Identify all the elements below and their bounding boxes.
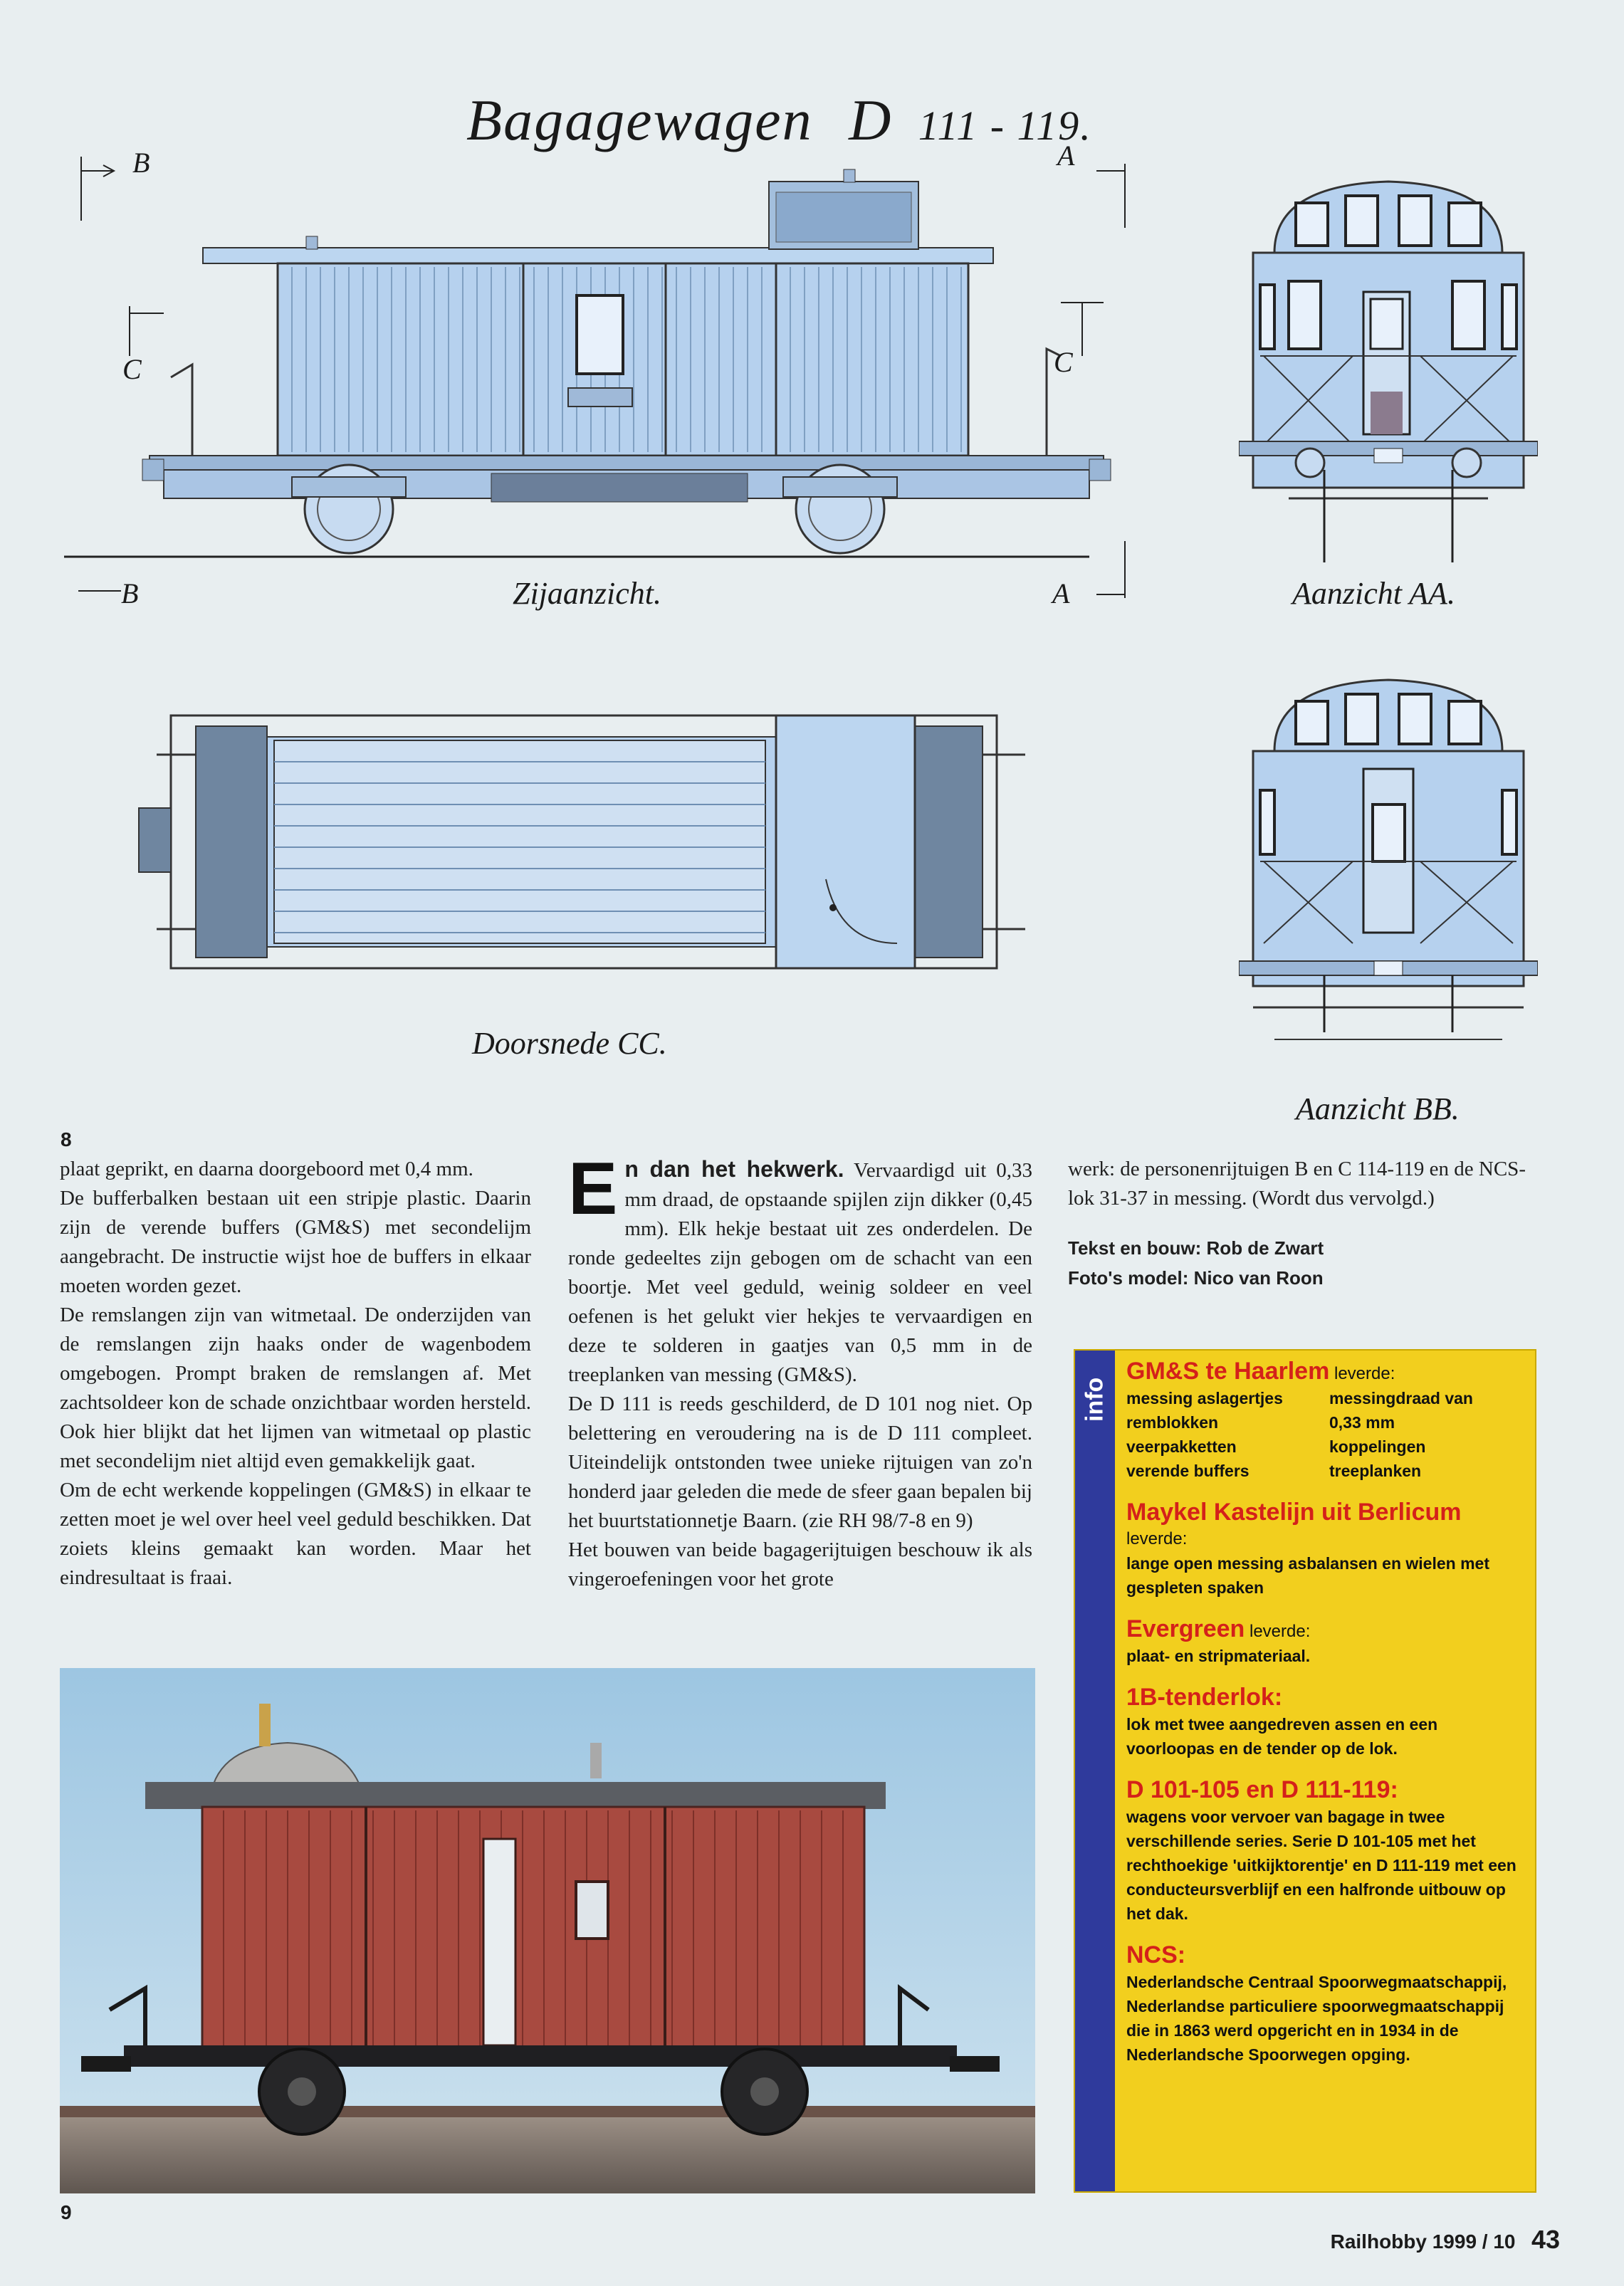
info-section-gms xyxy=(1126,1359,1526,1483)
info-item: 0,33 mm xyxy=(1329,1413,1395,1432)
info-item: messing aslagertjes xyxy=(1126,1389,1283,1407)
end-view-aa-caption: Aanzicht AA. xyxy=(1292,576,1455,611)
info-heading: GM&S te Haarlem xyxy=(1126,1358,1330,1385)
info-text: wagens voor vervoer van bagage in twee verschillende series. Serie D 101-105 met het rechthoekige 'uitkijktorentje' en D 111-119 met een conducteursverblijf en een halfronde uitbouw op het dak. xyxy=(1126,1808,1516,1923)
section-letter-a-top: A xyxy=(1057,140,1075,172)
end-view-aa-drawing xyxy=(1239,164,1538,570)
paragraph: Om de echt werkende koppelingen (GM&S) in elkaar te zetten moet je wel over heel veel geduld beschikken. Dat zoiets kleins gemaakt kan worden. Maar het eindresultaat is fraai. xyxy=(60,1479,531,1589)
info-heading-tail: leverde: xyxy=(1329,1364,1395,1383)
section-cc-drawing xyxy=(128,701,1075,986)
page-number: 43 xyxy=(1531,2225,1560,2254)
info-item: treeplanken xyxy=(1329,1462,1422,1480)
info-section-tenderlok xyxy=(1126,1685,1526,1761)
info-text: Nederlandsche Centraal Spoorwegmaatschappij, Nederlandse particuliere spoorwegmaatschappij die in 1863 werd opgericht en in 1934 in de Nederlandsche Spoorwegen opging. xyxy=(1126,1973,1507,2064)
article-column-2 xyxy=(568,1148,1033,1594)
info-item-list xyxy=(1126,1386,1526,1483)
info-body xyxy=(1126,1359,1526,2084)
info-item: koppelingen xyxy=(1329,1437,1426,1456)
end-view-bb-drawing xyxy=(1239,662,1538,1047)
credit-photo: Foto's model: Nico van Roon xyxy=(1068,1267,1324,1289)
info-heading: Evergreen xyxy=(1126,1615,1245,1642)
info-text: lok met twee aangedreven assen en een voorloopas en de tender op de lok. xyxy=(1126,1715,1438,1758)
section-letter-b-bottom: B xyxy=(121,577,139,609)
credit-text: Tekst en bouw: Rob de Zwart xyxy=(1068,1237,1324,1259)
info-label: info xyxy=(1081,1377,1109,1422)
magazine-issue: Railhobby 1999 / 10 xyxy=(1330,2230,1516,2253)
section-letter-c-right: C xyxy=(1054,346,1073,378)
section-letter-c-left: C xyxy=(122,353,142,385)
drop-cap: E xyxy=(568,1148,618,1230)
figure-number-8: 8 xyxy=(61,1128,72,1150)
page-footer xyxy=(1331,2225,1560,2255)
section-cc-caption: Doorsnede CC. xyxy=(472,1026,667,1061)
info-section-ncs xyxy=(1126,1943,1526,2067)
info-text: plaat- en stripmateriaal. xyxy=(1126,1647,1311,1665)
info-section-d-series xyxy=(1126,1778,1526,1926)
paragraph: werk: de personenrijtuigen B en C 114-119 en de NCS-lok 31-37 in messing. (Wordt dus vervolgd.) xyxy=(1068,1158,1526,1210)
info-item: verende buffers xyxy=(1126,1462,1250,1480)
info-strip xyxy=(1075,1351,1115,2191)
side-view-caption: Zijaanzicht. xyxy=(513,576,662,611)
article-column-1 xyxy=(60,1155,531,1593)
info-text: lange open messing asbalansen en wielen met gespleten spaken xyxy=(1126,1554,1489,1597)
info-heading: 1B-tenderlok: xyxy=(1126,1684,1283,1711)
side-view-drawing xyxy=(64,142,1146,626)
paragraph: De bufferbalken bestaan uit een stripje plastic. Daarin zijn de verende buffers (GM&S) met secondelijm aangebracht. De instructie wijst hoe de buffers in elkaar moeten worden gezet. xyxy=(60,1187,531,1297)
paragraph: plaat geprikt, en daarna doorgeboord met 0,4 mm. xyxy=(60,1158,473,1180)
model-photo-illustration xyxy=(60,1668,1035,2193)
end-view-bb-caption: Aanzicht BB. xyxy=(1296,1091,1460,1126)
info-heading: Maykel Kastelijn uit Berlicum xyxy=(1126,1499,1462,1526)
title-range: 111 - 119. xyxy=(918,103,1092,149)
paragraph: De D 111 is reeds geschilderd, de D 101 nog niet. Op belettering en veroudering na is de D 111 compleet. Uiteindelijk ontstonden twee unieke rijtuigen van zo'n honderd jaar geleden die mede de sfeer gaan bepalen bij het buurtstationnetje Baarn. (zie RH 98/7-8 en 9) xyxy=(568,1393,1032,1532)
info-item: messingdraad van xyxy=(1329,1389,1473,1407)
lead-text: Vervaardigd uit 0,33 mm draad, de opstaande spijlen zijn dikker (0,45 mm). Elk hekje bestaat uit zes onderdelen. De ronde gedeeltes zijn gebogen om de schacht van een boortje. Met veel geduld, weinig soldeer en veel oefenen is het gelukt vier hekjes te vervaardigen en deze te solderen in gaatjes van 0,5 mm in de treeplanken van messing (GM&S). xyxy=(568,1159,1033,1386)
info-heading-tail: leverde: xyxy=(1126,1529,1188,1548)
article-column-3 xyxy=(1068,1155,1538,1293)
section-letter-b-top: B xyxy=(132,147,150,179)
info-item: veerpakketten xyxy=(1126,1437,1237,1456)
lead-heading: n dan het hekwerk. xyxy=(624,1156,844,1182)
info-heading-tail: leverde: xyxy=(1245,1622,1311,1641)
info-box xyxy=(1074,1349,1536,2193)
info-section-evergreen xyxy=(1126,1617,1526,1668)
paragraph-lead xyxy=(568,1148,1033,1390)
figure-number-9: 9 xyxy=(61,2201,72,2223)
paragraph: De remslangen zijn van witmetaal. De onderzijden van de remslangen zijn haaks onder de wagenbodem omgebogen. Prompt braken de remslangen af. Met zachtsoldeer kon de schade onzichtbaar worden hersteld. Ook hier blijkt dat het lijmen van witmetaal op plastic met secondelijm niet altijd even gemakkelijk gaat. xyxy=(60,1304,531,1472)
info-heading: NCS: xyxy=(1126,1941,1186,1968)
section-letter-a-bottom: A xyxy=(1052,577,1070,609)
info-item: remblokken xyxy=(1126,1413,1219,1432)
title-text: Bagagewagen xyxy=(466,88,813,152)
model-photo xyxy=(60,1668,1035,2193)
paragraph: Het bouwen van beide bagagerijtuigen beschouw ik als vingeroefeningen voor het grote xyxy=(568,1538,1032,1590)
title-code: D xyxy=(849,88,893,152)
info-heading: D 101-105 en D 111-119: xyxy=(1126,1776,1398,1803)
info-section-maykel xyxy=(1126,1500,1526,1600)
